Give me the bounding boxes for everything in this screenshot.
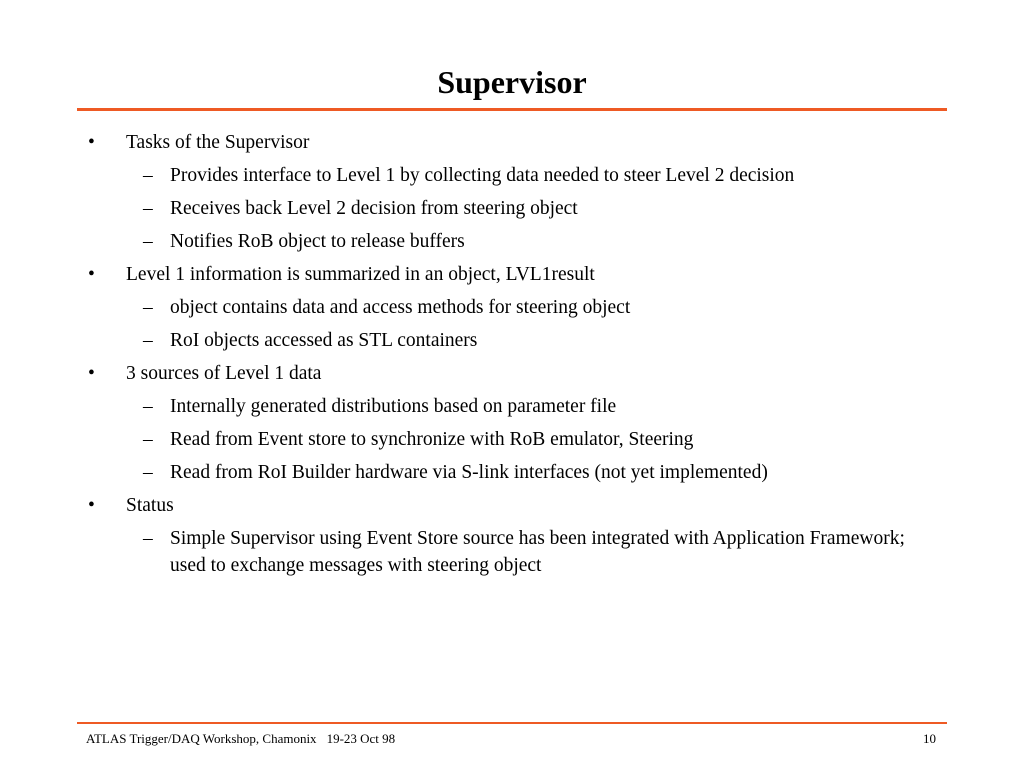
sub-bullet-text: Read from RoI Builder hardware via S-link interfaces (not yet implemented) (170, 462, 768, 483)
sub-bullet-item (0, 192, 1024, 225)
sub-bullet-marker: – (143, 396, 153, 417)
bullet-item (0, 258, 1024, 291)
bullet-marker: • (88, 495, 95, 516)
bullet-text: 3 sources of Level 1 data (126, 363, 322, 384)
sub-bullet-text: Receives back Level 2 decision from steering object (170, 198, 578, 219)
footer-event-name: ATLAS Trigger/DAQ Workshop, Chamonix (86, 731, 317, 746)
sub-bullet-marker: – (143, 429, 153, 450)
bullet-list (0, 126, 1024, 582)
sub-bullet-item (0, 291, 1024, 324)
sub-bullet-text: Read from Event store to synchronize with RoB emulator, Steering (170, 429, 694, 450)
sub-bullet-item (0, 522, 1024, 582)
sub-bullet-text: RoI objects accessed as STL containers (170, 330, 478, 351)
sub-bullet-item (0, 423, 1024, 456)
sub-bullet-text: Notifies RoB object to release buffers (170, 231, 465, 252)
footer-event (86, 731, 395, 747)
bullet-text: Status (126, 495, 174, 516)
footer-dates: 19-23 Oct 98 (326, 731, 396, 746)
bullet-marker: • (88, 264, 95, 285)
footer-divider (77, 722, 947, 724)
sub-bullet-marker: – (143, 198, 153, 219)
bullet-marker: • (88, 363, 95, 384)
sub-bullet-item (0, 456, 1024, 489)
sub-bullet-text: object contains data and access methods for steering object (170, 297, 631, 318)
bullet-item (0, 489, 1024, 522)
sub-bullet-item (0, 159, 1024, 192)
sub-bullet-marker: – (143, 528, 153, 549)
sub-bullet-item (0, 390, 1024, 423)
slide-title: Supervisor (437, 64, 587, 100)
sub-bullet-marker: – (143, 165, 153, 186)
sub-bullet-marker: – (143, 297, 153, 318)
page-number: 10 (923, 731, 936, 746)
sub-bullet-marker: – (143, 462, 153, 483)
sub-bullet-marker: – (143, 231, 153, 252)
sub-bullet-text: Internally generated distributions based on parameter file (170, 396, 617, 417)
bullet-text: Level 1 information is summarized in an object, LVL1result (126, 264, 595, 285)
sub-bullet-text: Simple Supervisor using Event Store source has been integrated with Application Framework; used to exchange messages with steering object (170, 528, 905, 576)
bullet-text: Tasks of the Supervisor (126, 132, 310, 153)
sub-bullet-item (0, 324, 1024, 357)
bullet-marker: • (88, 132, 95, 153)
bullet-item (0, 126, 1024, 159)
sub-bullet-item (0, 225, 1024, 258)
sub-bullet-marker: – (143, 330, 153, 351)
title-divider (77, 108, 947, 111)
sub-bullet-text: Provides interface to Level 1 by collecting data needed to steer Level 2 decision (170, 165, 795, 186)
bullet-item (0, 357, 1024, 390)
